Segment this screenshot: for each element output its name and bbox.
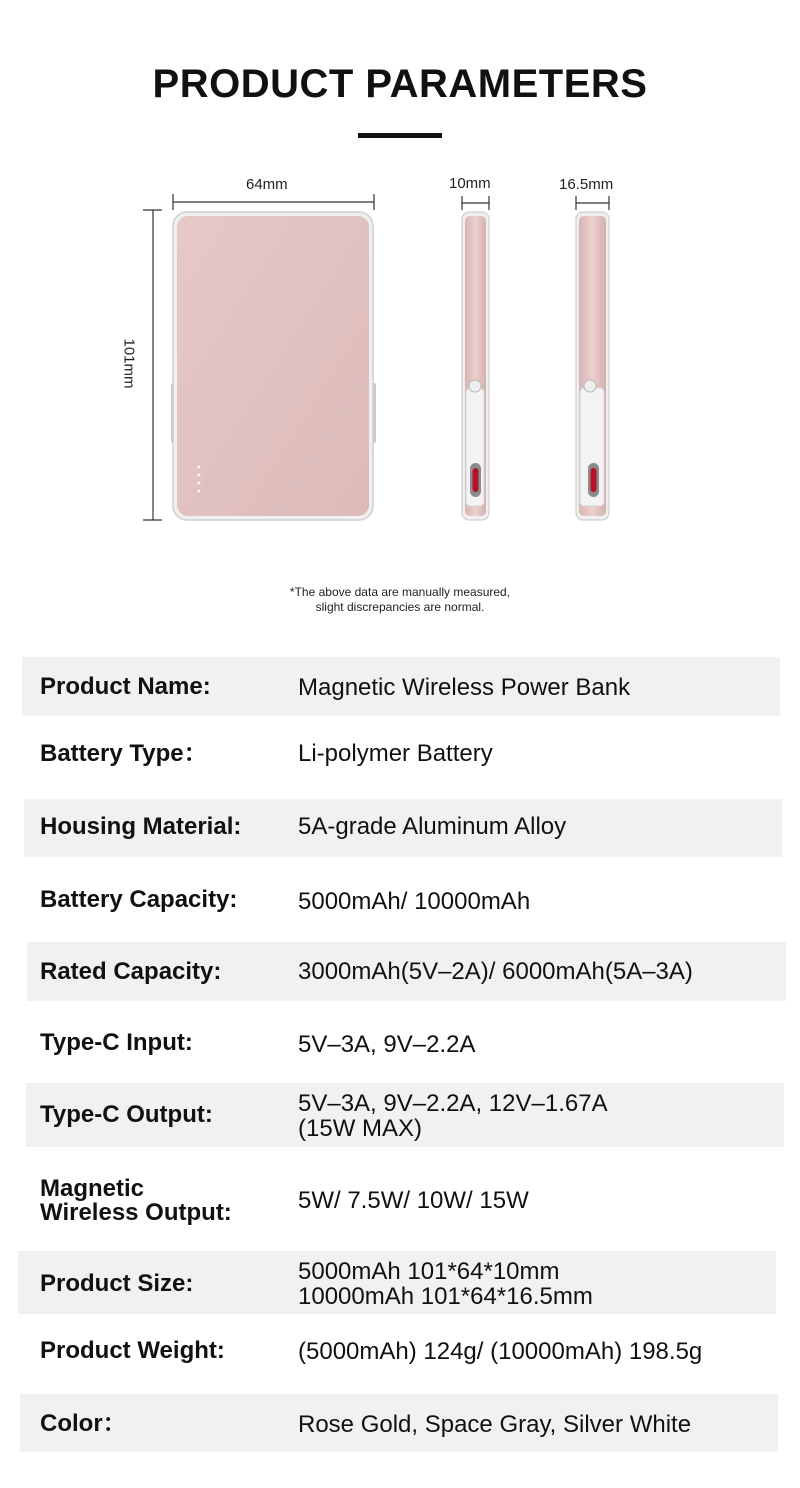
spec-label: Type-C Input: <box>40 1029 193 1056</box>
measurement-note-line2: slight discrepancies are normal. <box>315 600 485 614</box>
spec-label: Battery Capacity: <box>40 886 238 913</box>
spec-label: Product Name: <box>40 673 211 700</box>
thin-depth-dimension-line <box>462 196 489 210</box>
height-dimension-label: 101mm <box>120 338 138 389</box>
thick-side-view <box>576 212 609 520</box>
spec-label-line2: Wireless Output: <box>40 1199 232 1226</box>
spec-value: 5V–3A, 9V–2.2A <box>298 1031 476 1058</box>
thick-depth-label: 16.5mm <box>559 176 614 193</box>
spec-value: 5A-grade Aluminum Alloy <box>298 813 567 840</box>
spec-label: Rated Capacity: <box>40 958 222 985</box>
spec-value: 5000mAh/ 10000mAh <box>298 888 531 915</box>
spec-value-line2: (15W MAX) <box>298 1115 423 1142</box>
product-drawing <box>0 160 800 560</box>
front-view <box>171 212 376 520</box>
measurement-note <box>0 585 800 615</box>
width-dimension-label: 64mm <box>246 176 288 193</box>
title-underline <box>358 133 442 138</box>
spec-value: Li-polymer Battery <box>298 740 493 767</box>
measurement-note-line1: *The above data are manually measured, <box>289 585 511 599</box>
spec-value: Magnetic Wireless Power Bank <box>298 674 631 701</box>
spec-label: Housing Material: <box>40 813 242 840</box>
spec-value: (5000mAh) 124g/ (10000mAh) 198.5g <box>298 1338 703 1365</box>
spec-label: Color： <box>40 1410 127 1437</box>
spec-value: 5000mAh 101*64*10mm <box>298 1258 560 1285</box>
spec-value: Rose Gold, Space Gray, Silver White <box>298 1411 692 1438</box>
spec-label: Type-C Output: <box>40 1101 213 1128</box>
page-title: PRODUCT PARAMETERS <box>152 62 648 106</box>
thin-depth-label: 10mm <box>449 175 491 192</box>
spec-value-line2: 10000mAh 101*64*16.5mm <box>298 1283 593 1310</box>
height-dimension-line <box>143 210 162 520</box>
spec-value: 5V–3A, 9V–2.2A, 12V–1.67A <box>298 1090 608 1117</box>
spec-label: Product Size: <box>40 1270 194 1297</box>
product-diagram <box>0 160 800 560</box>
spec-value: 3000mAh(5V–2A)/ 6000mAh(5A–3A) <box>298 958 693 985</box>
width-dimension-line <box>173 194 374 210</box>
spec-label: Product Weight: <box>40 1337 225 1364</box>
spec-value: 5W/ 7.5W/ 10W/ 15W <box>298 1187 529 1214</box>
spec-label: Magnetic <box>40 1175 145 1202</box>
spec-label: Battery Type： <box>40 740 208 767</box>
thick-depth-dimension-line <box>576 196 609 210</box>
thin-side-view <box>462 212 489 520</box>
